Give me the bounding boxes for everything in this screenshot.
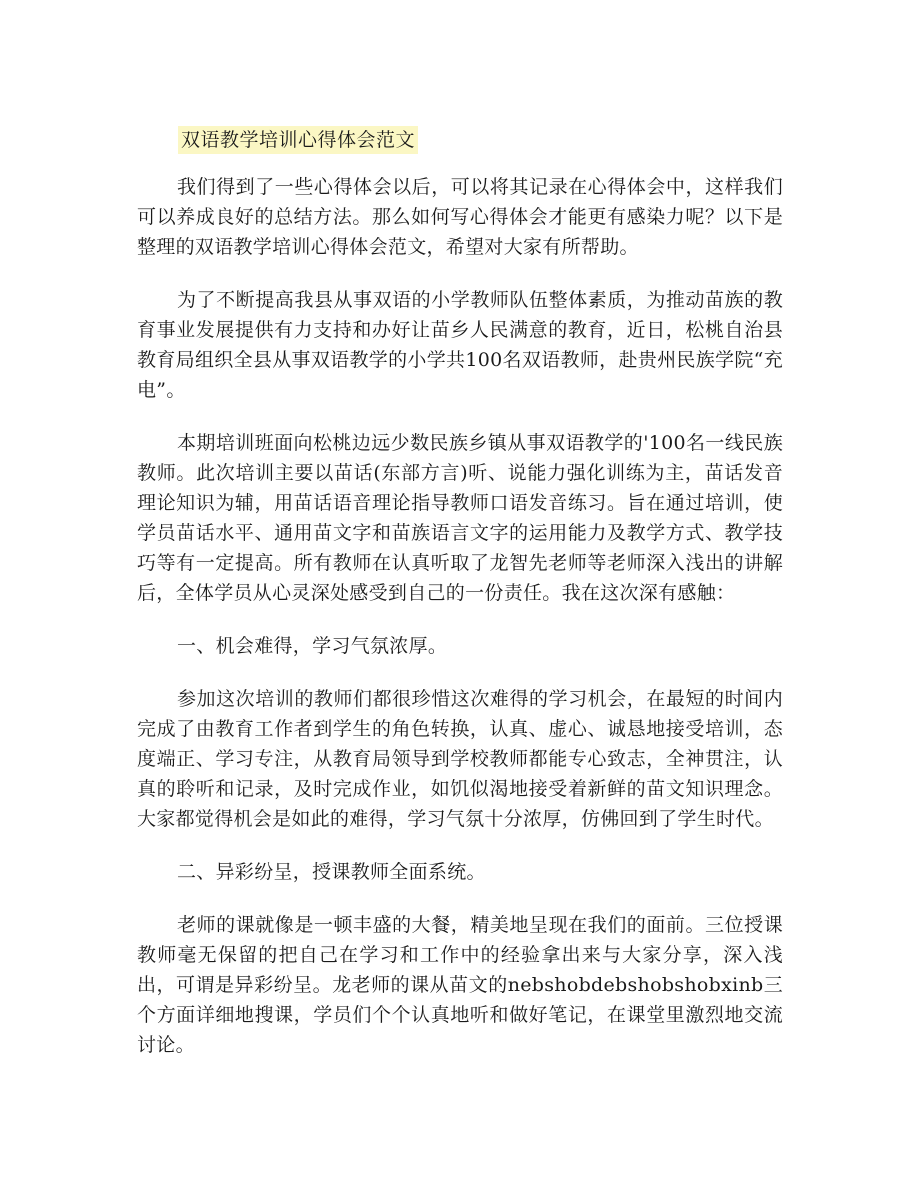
title-wrapper bbox=[178, 126, 418, 154]
document-body bbox=[137, 172, 783, 1083]
paragraph-intro: 我们得到了一些心得体会以后，可以将其记录在心得体会中，这样我们可以养成良好的总结方法。那么如何写心得体会才能更有感染力呢？以下是整理的双语教学培训心得体会范文，希望对大家有所帮助。 bbox=[137, 176, 783, 258]
document-title: 双语教学培训心得体会范文 bbox=[178, 126, 418, 154]
section-heading-1: 一、机会难得，学习气氛浓厚。 bbox=[177, 635, 448, 657]
paragraph-background: 为了不断提高我县从事双语的小学教师队伍整体素质，为推动苗族的教育事业发展提供有力支持和办好让苗乡人民满意的教育，近日，松桃自治县教育局组织全县从事双语教学的小学共100名双语教师，赴贵州民族学院“充电”。 bbox=[137, 289, 783, 401]
paragraph-section-2: 老师的课就像是一顿丰盛的大餐，精美地呈现在我们的面前。三位授课教师毫无保留的把自己在学习和工作中的经验拿出来与大家分享，深入浅出，可谓是异彩纷呈。龙老师的课从苗文的nebshobdebshobshobxinb三个方面详细地搜课，学员们个个认真地听和做好笔记，在课堂里激烈地交流讨论。 bbox=[137, 914, 783, 1056]
section-heading-2: 二、异彩纷呈，授课教师全面系统。 bbox=[177, 861, 486, 883]
paragraph-training-overview: 本期培训班面向松桃边远少数民族乡镇从事双语教学的'100名一线民族教师。此次培训主要以苗话(东部方言)听、说能力强化训练为主，苗话发音理论知识为辅，用苗话语音理论指导教师口语发音练习。旨在通过培训，使学员苗话水平、通用苗文字和苗族语言文字的运用能力及教学方式、教学技巧等有一定提高。所有教师在认真听取了龙智先老师等老师深入浅出的讲解后，全体学员从心灵深处感受到自己的一份责任。我在这次深有感触： bbox=[137, 432, 783, 604]
paragraph-section-1: 参加这次培训的教师们都很珍惜这次难得的学习机会，在最短的时间内完成了由教育工作者到学生的角色转换，认真、虚心、诚恳地接受培训，态度端正、学习专注，从教育局领导到学校教师都能专心致志，全神贯注，认真的聆听和记录，及时完成作业，如饥似渴地接受着新鲜的苗文知识理念。大家都觉得机会是如此的难得，学习气氛十分浓厚，仿佛回到了学生时代。 bbox=[137, 688, 783, 830]
